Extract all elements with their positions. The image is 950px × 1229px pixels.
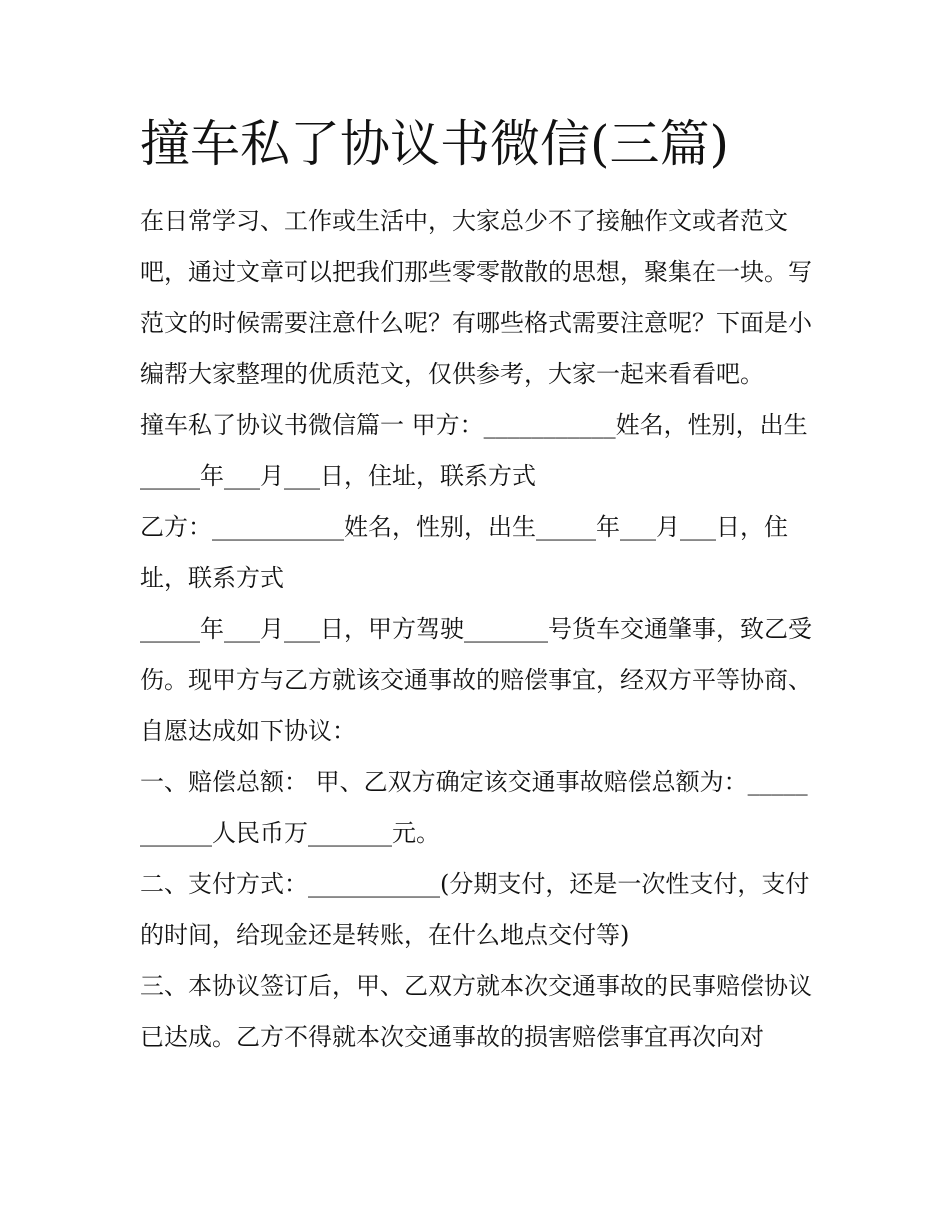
paragraph-party-b: 乙方：___________姓名，性别，出生_____年___月___日，住址，联系方式: [140, 513, 788, 592]
document-body: [140, 196, 816, 1063]
paragraph-clause-1: 一、赔偿总额： 甲、乙双方确定该交通事故赔偿总额为：___________人民币万_______元。: [140, 768, 808, 847]
paragraph-intro: 在日常学习、工作或生活中，大家总少不了接触作文或者范文吧，通过文章可以把我们那些零零散散的思想，聚集在一块。写范文的时候需要注意什么呢？有哪些格式需要注意呢？下面是小编帮大家整理的优质范文，仅供参考，大家一起来看看吧。: [140, 207, 812, 388]
paragraph-party-a: 撞车私了协议书微信篇一 甲方：___________姓名，性别，出生_____年___月___日，住址，联系方式: [140, 411, 808, 490]
paragraph-clause-2: 二、支付方式：___________(分期支付，还是一次性支付，支付的时间，给现金还是转账，在什么地点交付等): [140, 870, 810, 949]
document-title: 撞车私了协议书微信(三篇): [140, 115, 730, 173]
paragraph-clause-3: 三、本协议签订后，甲、乙双方就本次交通事故的民事赔偿协议已达成。乙方不得就本次交通事故的损害赔偿事宜再次向对: [140, 972, 812, 1051]
paragraph-accident: _____年___月___日，甲方驾驶_______号货车交通肇事，致乙受伤。现甲方与乙方就该交通事故的赔偿事宜，经双方平等协商、自愿达成如下协议：: [140, 615, 812, 745]
